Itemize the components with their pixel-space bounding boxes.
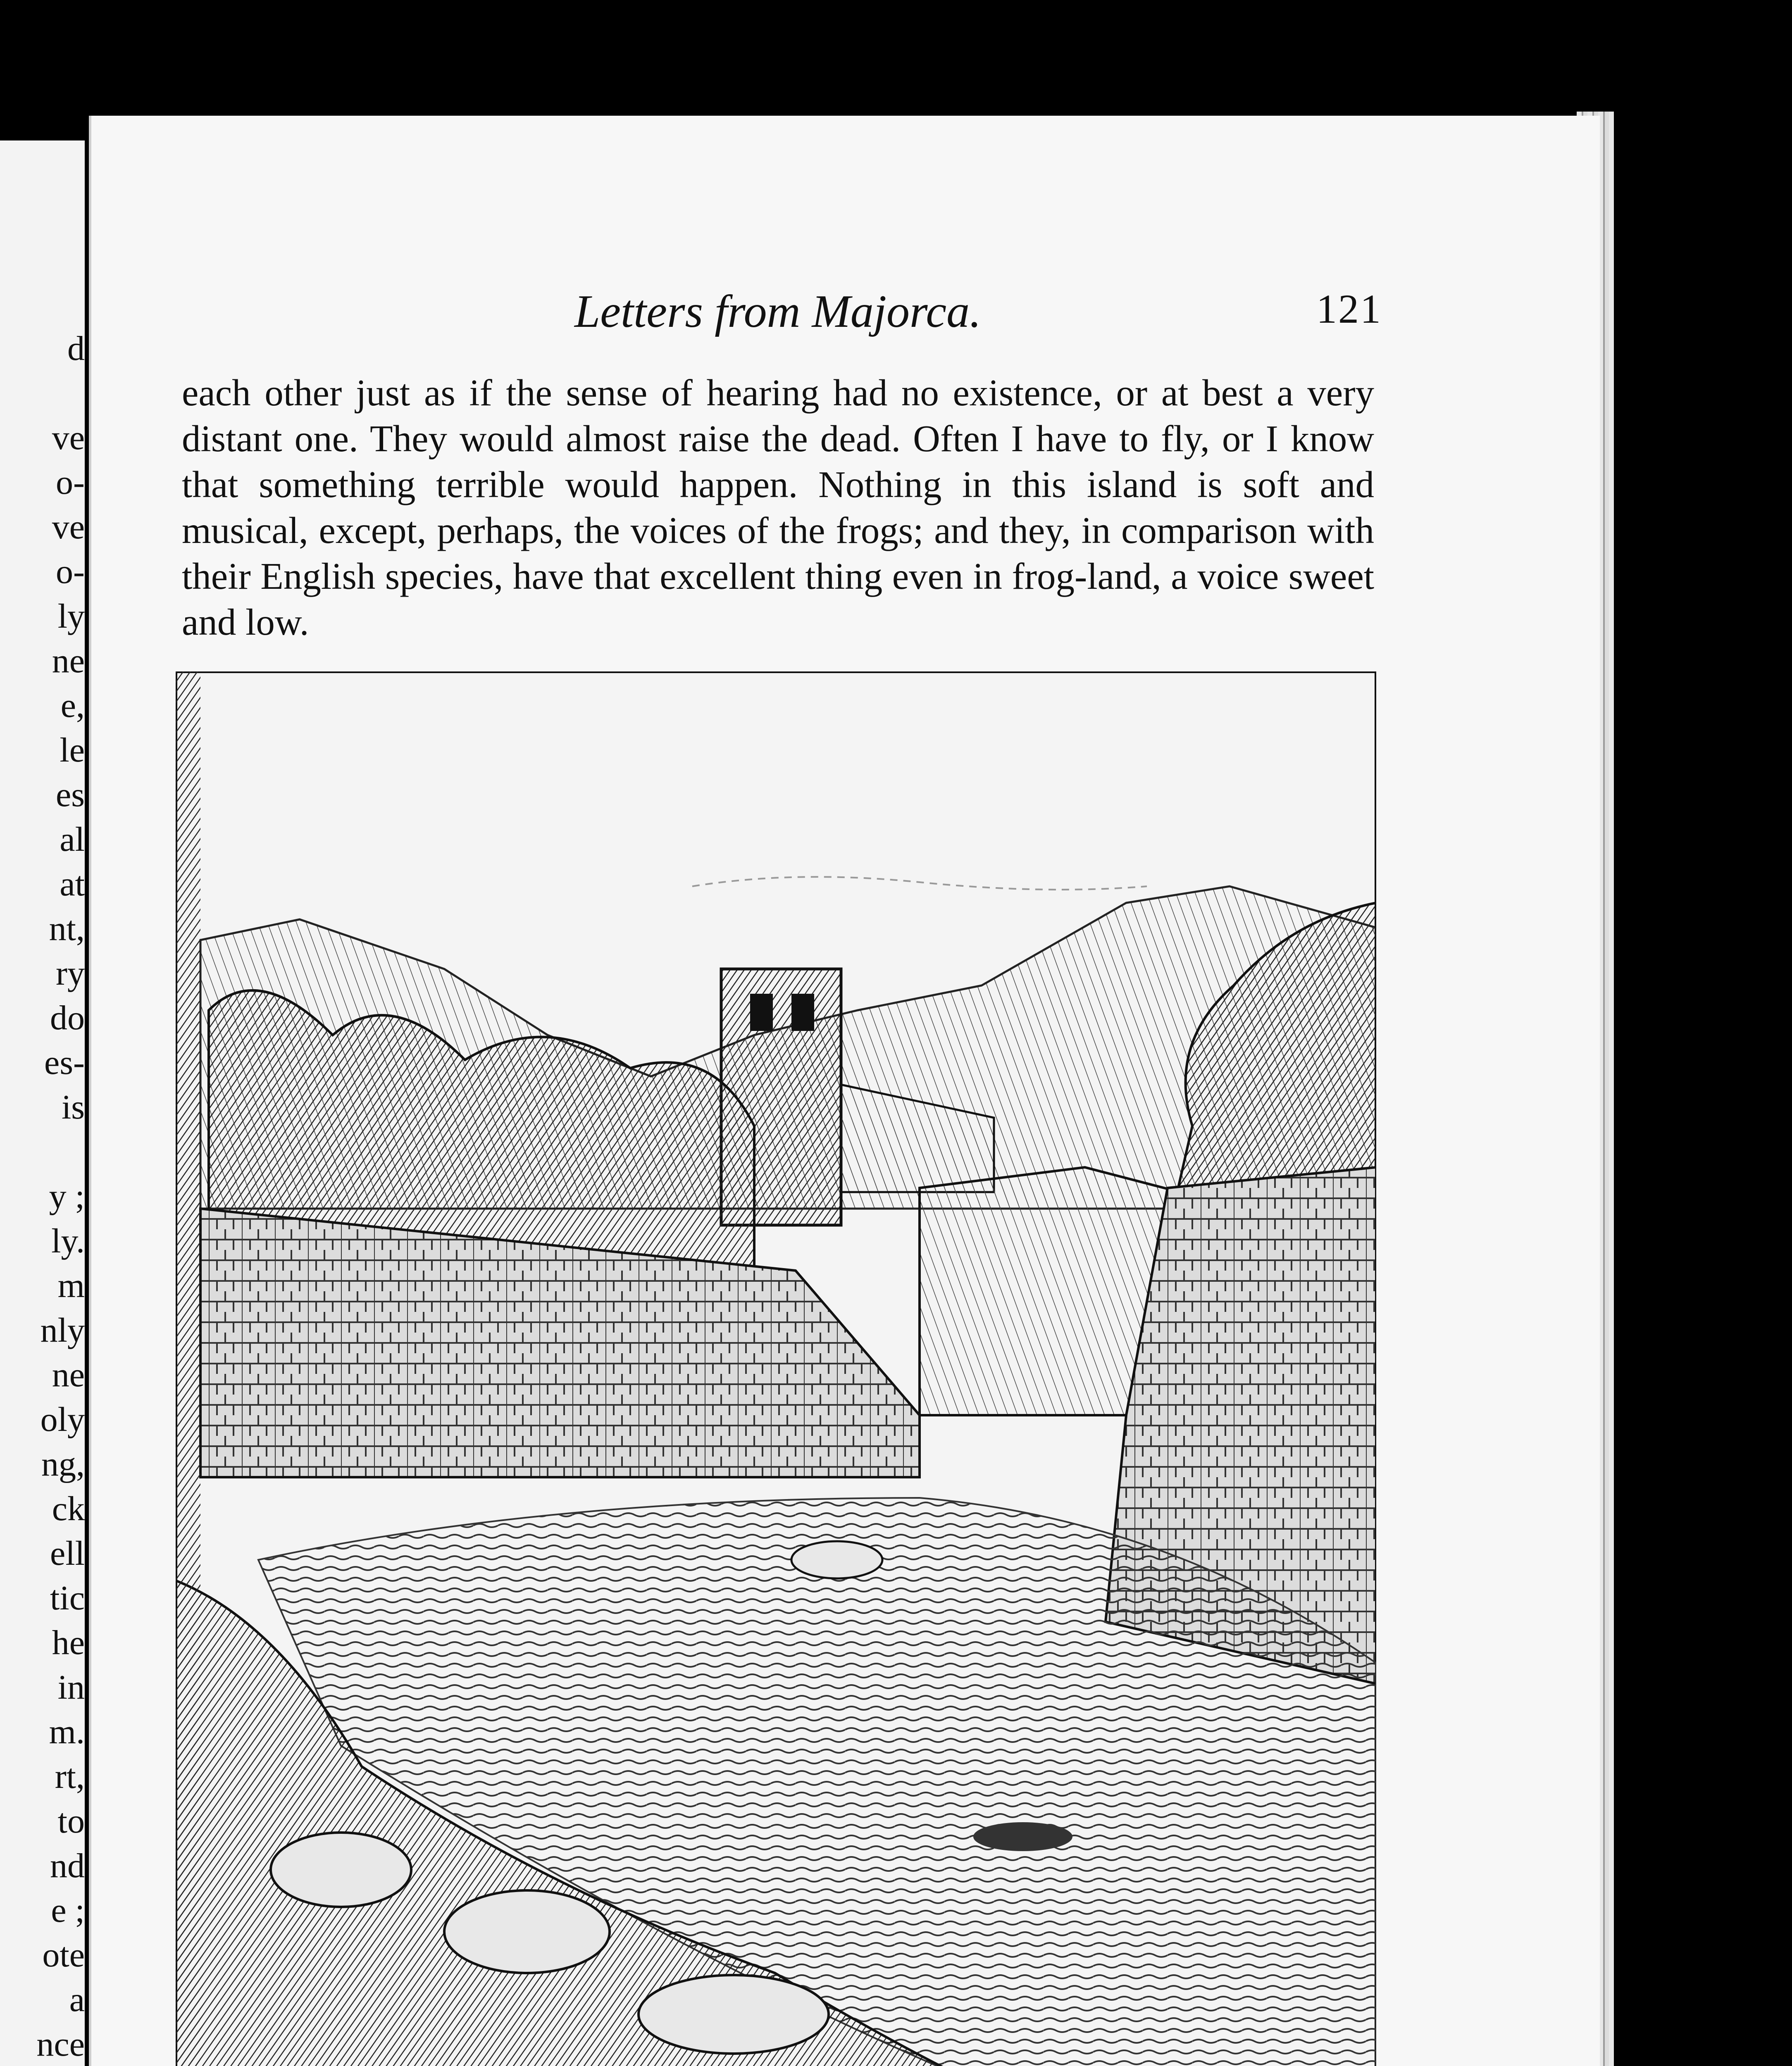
left-page-fragment: ry — [56, 954, 85, 993]
left-page-fragment: e ; — [51, 1891, 85, 1930]
left-page-fragment: in — [57, 1668, 85, 1707]
left-page-fragment: do — [50, 999, 85, 1037]
left-page-fragment: ve — [52, 419, 85, 457]
paragraph-1: each other just as if the sense of hearing had no existence, or at best a very distant one. They would almost raise the dead. Often I have to fly, or I know that something terrible would happen. Nothing in this island is soft and musical, except, perhaps, the voices of the frogs; and they, in comparison with their English species, have that excellent thing even in frog-land, a voice sweet and low. — [182, 372, 1374, 643]
left-page-fragment: nt, — [49, 909, 85, 948]
left-page-fragment: d — [67, 329, 85, 368]
left-page-fragment: a — [69, 1980, 85, 2019]
left-page-fragment: rt, — [55, 1757, 85, 1796]
left-page-fragment: es — [56, 776, 85, 814]
left-page-fragment: ng, — [41, 1445, 85, 1483]
left-page-fragment: ote — [42, 1936, 85, 1974]
left-page-fragment: he — [52, 1623, 85, 1662]
left-page-fragment: y ; — [49, 1177, 85, 1216]
left-page-fragment: nly — [40, 1311, 85, 1350]
left-page-fragment: ne — [52, 642, 85, 680]
left-page-fragment: tic — [50, 1579, 85, 1617]
left-page-fragment: ck — [52, 1490, 85, 1528]
left-page-fragment: es- — [44, 1043, 85, 1082]
left-page-fragment: le — [60, 731, 85, 769]
left-page-fragment: nce — [36, 2025, 85, 2064]
soller-engraving — [176, 671, 1376, 2066]
left-page-fragment: nd — [50, 1847, 85, 1885]
left-page-fragment: o- — [56, 552, 85, 591]
left-page-fragment: m — [57, 1266, 85, 1305]
left-page-edge — [0, 140, 85, 2066]
left-page-fragment: ly. — [51, 1222, 85, 1260]
left-page-fragment: at — [60, 865, 85, 903]
left-page-fragment: oly — [40, 1400, 85, 1439]
left-page-fragment: ell — [50, 1534, 85, 1573]
left-page-fragment: ne — [52, 1356, 85, 1394]
left-page-fragment: ly — [57, 597, 85, 636]
left-page-fragment: al — [60, 820, 85, 859]
page-number: 121 — [1316, 286, 1382, 332]
left-page-fragment: ve — [52, 508, 85, 546]
running-title: Letters from Majorca. — [574, 286, 982, 337]
left-page-fragment: is — [61, 1088, 85, 1126]
left-page-fragment: to — [57, 1802, 85, 1840]
left-page-fragment: m. — [49, 1713, 85, 1751]
left-page-fragment: o- — [56, 463, 85, 502]
left-page-fragment: e, — [60, 686, 85, 725]
